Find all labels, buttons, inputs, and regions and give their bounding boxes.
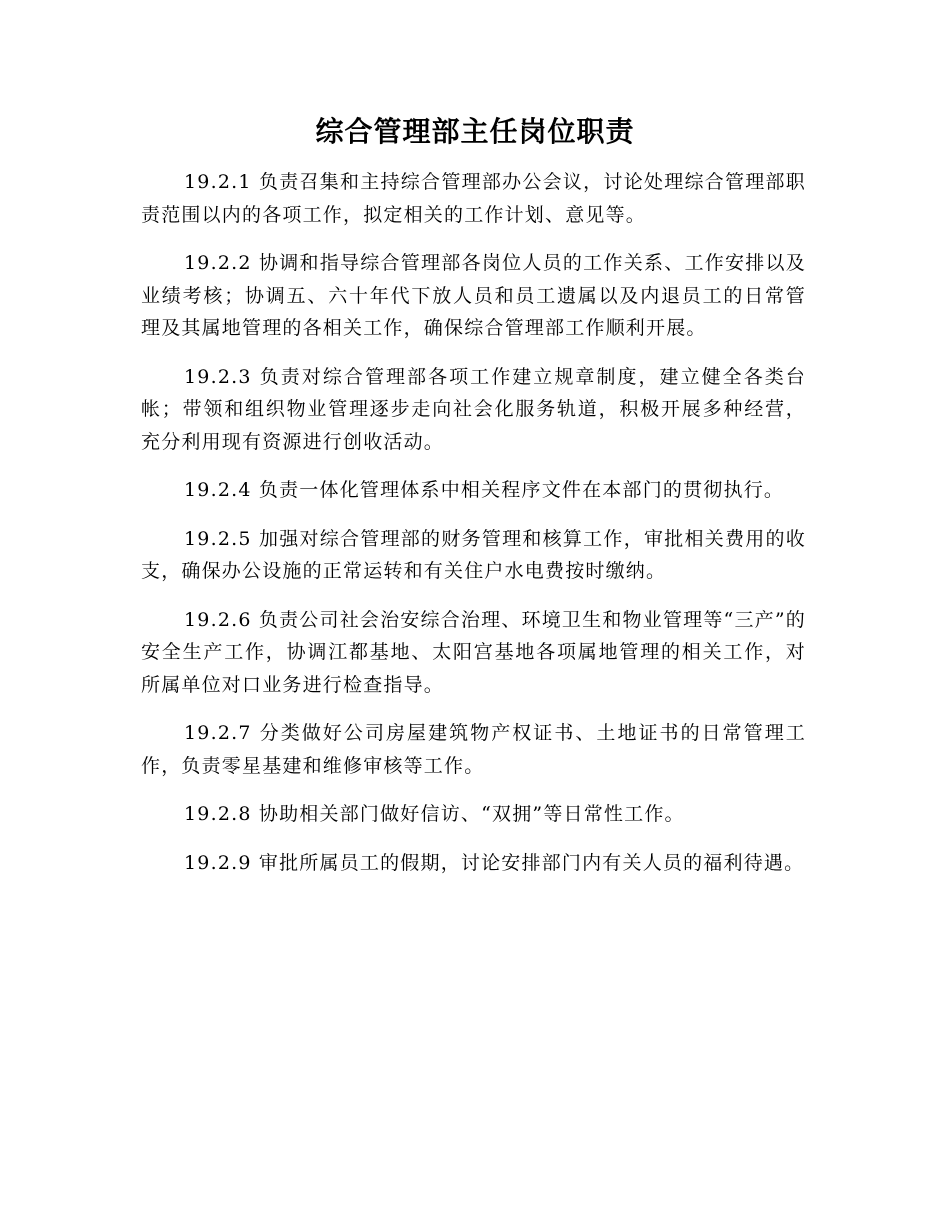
clause-19-2-7 <box>141 717 806 782</box>
clause-19-2-9 <box>141 847 806 880</box>
clause-number: 19.2.1 <box>184 171 252 193</box>
clause-number: 19.2.6 <box>184 608 252 631</box>
clause-number: 19.2.4 <box>184 479 252 501</box>
clause-text: 加强对综合管理部的财务管理和核算工作，审批相关费用的收支，确保办公设施的正常运转和有关住户水电费按时缴纳。 <box>141 527 806 582</box>
clause-text: 负责一体化管理体系中相关程序文件在本部门的贯彻执行。 <box>258 479 785 501</box>
clause-number: 19.2.7 <box>184 722 252 744</box>
document-body <box>141 166 806 895</box>
clause-19-2-8 <box>141 798 806 831</box>
clause-number: 19.2.3 <box>184 365 252 388</box>
clause-number: 19.2.8 <box>184 803 252 825</box>
clause-19-2-2 <box>141 247 806 345</box>
clause-text: 分类做好公司房屋建筑物产权证书、土地证书的日常管理工作，负责零星基建和维修审核等工作。 <box>141 722 806 777</box>
clause-text: 负责公司社会治安综合治理、环境卫生和物业管理等“三产”的安全生产工作，协调江都基地、太阳宫基地各项属地管理的相关工作，对所属单位对口业务进行检查指导。 <box>141 608 806 696</box>
clause-text: 协调和指导综合管理部各岗位人员的工作关系、工作安排以及业绩考核；协调五、六十年代下放人员和员工遗属以及内退员工的日常管理及其属地管理的各相关工作，确保综合管理部工作顺利开展。 <box>141 252 806 339</box>
clause-number: 19.2.9 <box>184 851 252 874</box>
clause-text: 审批所属员工的假期，讨论安排部门内有关人员的福利待遇。 <box>258 851 805 874</box>
clause-19-2-5 <box>141 523 806 588</box>
clause-19-2-6 <box>141 604 806 702</box>
page-title: 综合管理部主任岗位职责 <box>315 115 635 148</box>
clause-text: 负责召集和主持综合管理部办公会议，讨论处理综合管理部职责范围以内的各项工作，拟定相关的工作计划、意见等。 <box>141 171 806 226</box>
clause-19-2-3 <box>141 361 806 459</box>
clause-text: 负责对综合管理部各项工作建立规章制度，建立健全各类台帐；带领和组织物业管理逐步走向社会化服务轨道，积极开展多种经营，充分利用现有资源进行创收活动。 <box>141 365 806 453</box>
clause-number: 19.2.5 <box>184 527 252 550</box>
clause-19-2-4 <box>141 474 806 507</box>
clause-number: 19.2.2 <box>184 252 252 274</box>
clause-text: 协助相关部门做好信访、“双拥”等日常性工作。 <box>258 803 685 825</box>
clause-19-2-1 <box>141 166 806 231</box>
